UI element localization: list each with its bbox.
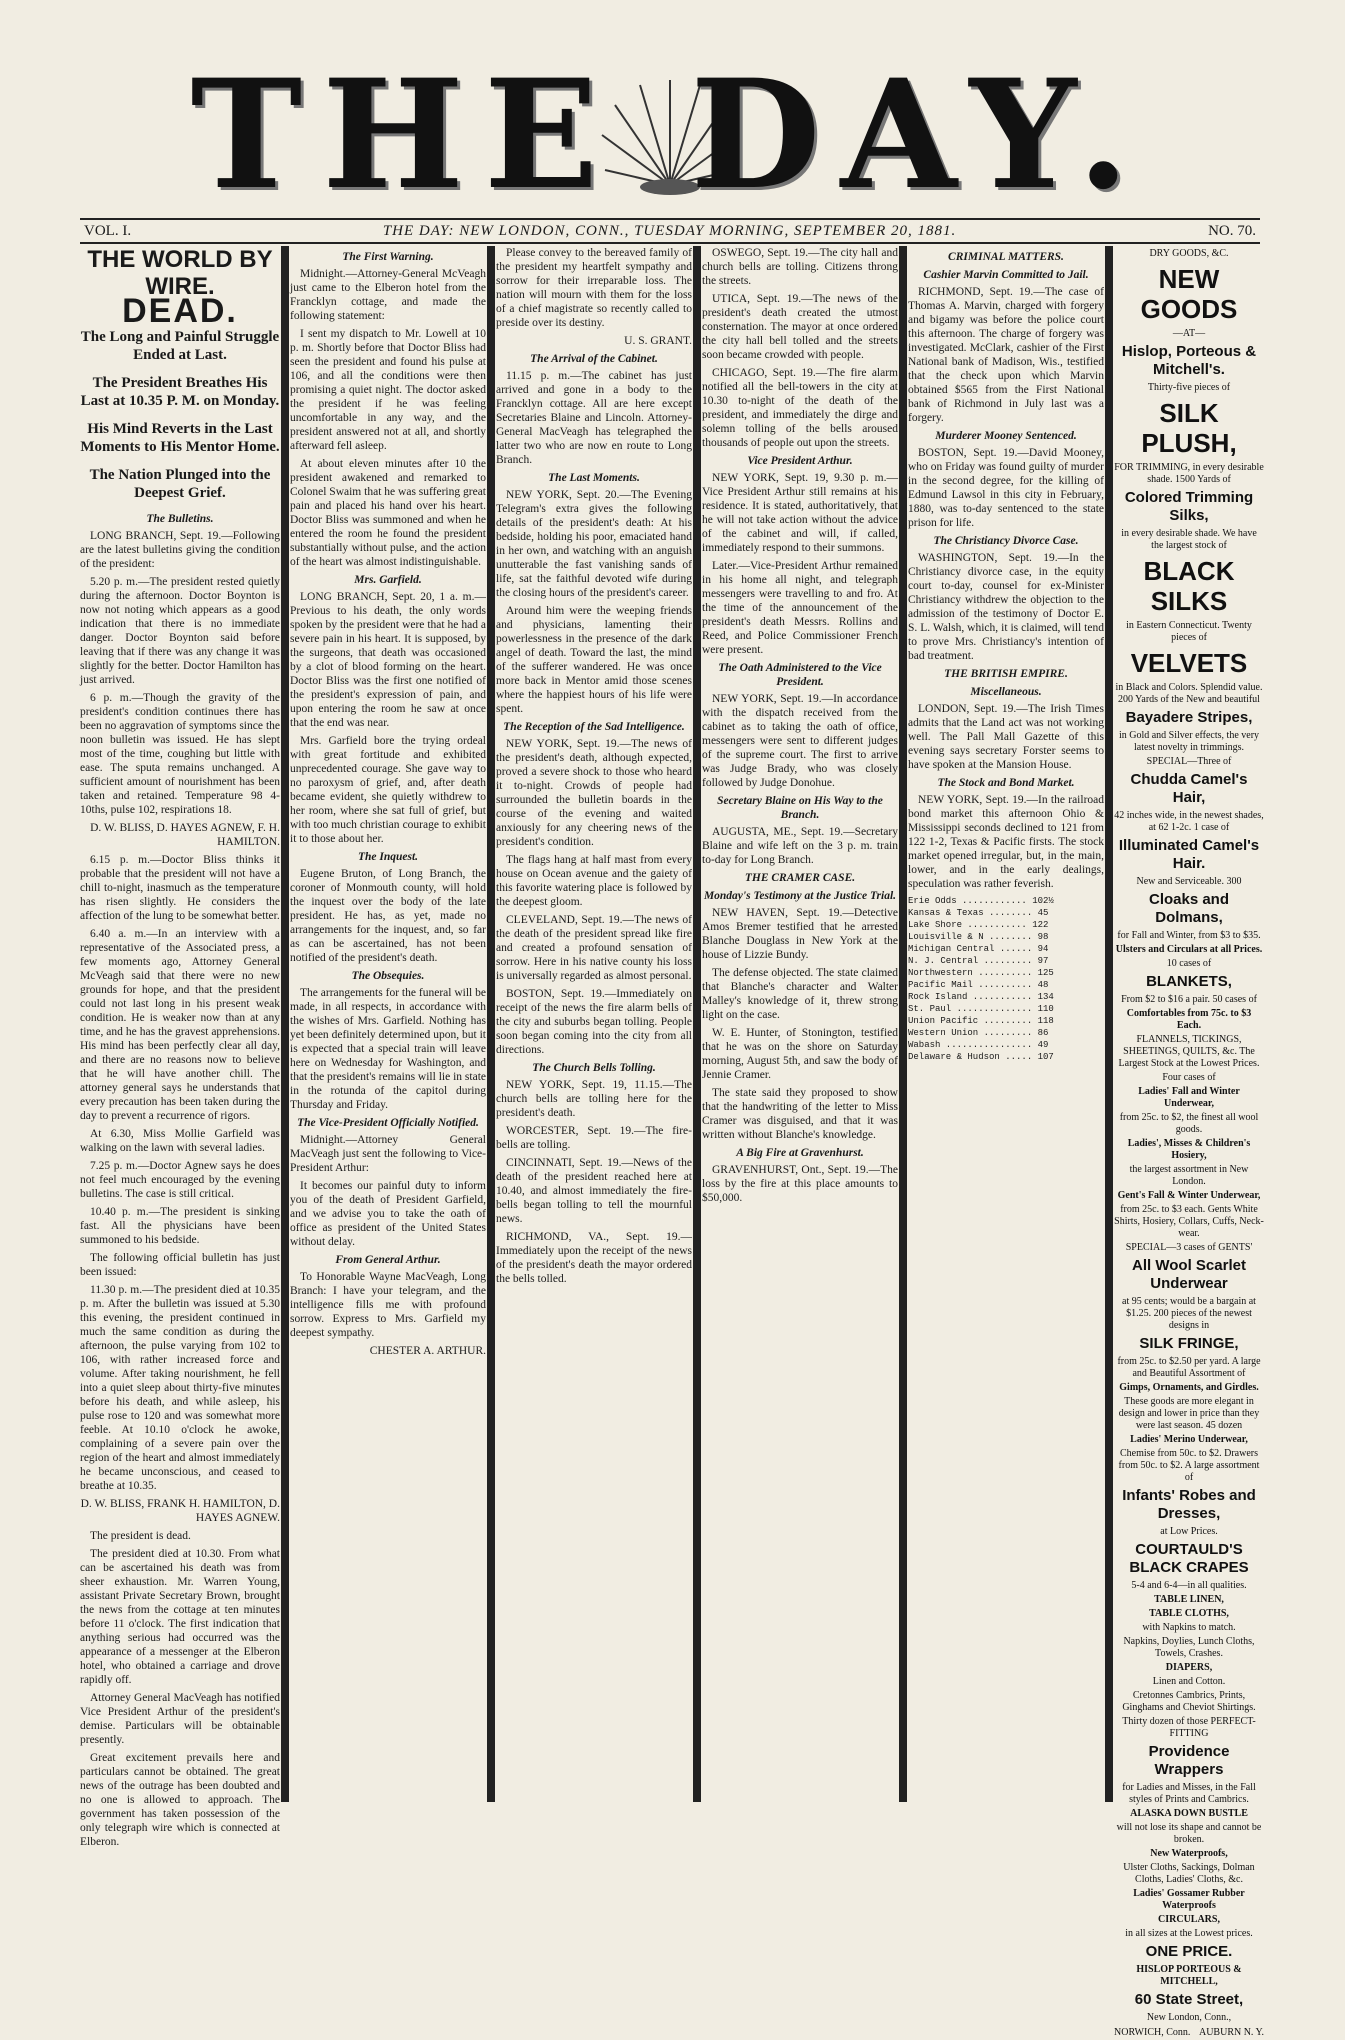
ad-footer-left: NORWICH, Conn. [1114,2027,1191,2038]
ad-line: Illuminated Camel's Hair. [1118,837,1260,872]
subhead: The Stock and Bond Market. [937,777,1075,789]
subhead: The Last Moments. [548,472,640,484]
column-rule [1105,246,1113,1802]
ad-line: Providence Wrappers [1148,1743,1230,1778]
paragraph: Attorney General MacVeagh has notified Vice President Arthur of the president's demise. Particulars will be obtainable presently. [80,1692,280,1746]
signature: D. W. BLISS, FRANK H. HAMILTON, D. HAYES AGNEW. [80,1498,280,1524]
paragraph: NEW YORK, Sept. 19.—The news of the president's death, although expected, proved a severe shock to those who heard it to-night. Crowds of people had surrounded the bulletin boards in the course of the evening and waited anxiously for any cheering news of the president's condition. [496,738,692,848]
column-rule [899,246,907,1802]
paragraph: Eugene Bruton, of Long Branch, the coroner of Monmouth county, will hold the inquest over the body of the late president. He has, as yet, made no arrangements for the inquest, and, so far as can be ascertained, has not been notified of the president's death. [290,868,486,964]
subhead: The Obsequies. [351,970,425,982]
subhead: Secretary Blaine on His Way to the Branch. [717,795,883,821]
ad-line: Ladies' Fall and Winter Underwear, [1138,1086,1240,1109]
subhead: Murderer Mooney Sentenced. [935,430,1077,442]
ad-footer-right: AUBURN N. Y. [1198,2027,1264,2038]
paragraph: W. E. Hunter, of Stonington, testified that he was on the shore on Saturday morning, August 5th, and saw the body of Jennie Cramer. [702,1027,898,1081]
ad-line: in every desirable shade. We have the largest stock of [1121,528,1257,551]
paragraph: The state said they proposed to show that the handwriting of the letter to Miss Cramer was disguised, and that it was written without Blanche's knowledge. [702,1087,898,1141]
paragraph: UTICA, Sept. 19.—The news of the president's death created the utmost consternation. The mayor at once ordered the city hall bell tolled and the streets soon became crowded with people. [702,293,898,361]
ad-line: at 95 cents; would be a bargain at $1.25. 200 pieces of the newest designs in [1122,1296,1256,1331]
ad-line: 10 cases of [1166,958,1212,969]
ad-line: DIAPERS, [1165,1662,1213,1673]
paragraph: At 6.30, Miss Mollie Garfield was walking on the lawn with several ladies. [80,1128,280,1154]
paragraph: Around him were the weeping friends and physicians, lamenting their powerlessness in the presence of the dark angel of death. Toward the last, the mind of the sufferer wandered. He was once more back in Mentor amid those scenes where the happiest hours of his life were spent. [496,605,692,715]
ad-line: All Wool Scarlet Underwear [1132,1257,1246,1292]
signature: U. S. GRANT. [624,335,692,347]
ad-line: from 25c. to $3 each. Gents White Shirts, Hosiery, Collars, Cuffs, Neck-wear. [1114,1204,1264,1239]
stock-row: St. Paul .............. 110 [908,1004,1054,1014]
column-rule [693,246,701,1802]
paragraph: Great excitement prevails here and particulars cannot be obtained. The great news of the outrage has been doubted and no one is allowed to approach. The government has taken possession of the only telegraph wire which is connected at Elberon. [80,1752,280,1848]
ad-line: —AT— [1172,328,1206,339]
ad-line: Ladies' Gossamer Rubber Waterproofs [1133,1888,1245,1911]
subhead: Cashier Marvin Committed to Jail. [923,269,1089,281]
paragraph: NEW YORK, Sept. 19, 11.15.—The church bells are tolling here for the president's death. [496,1079,692,1119]
paragraph: OSWEGO, Sept. 19.—The city hall and church bells are tolling. Citizens throng the streets. [702,247,898,287]
ad-line: Comfortables from 75c. to $3 Each. [1126,1008,1252,1031]
column-rule [487,246,495,1802]
paragraph: NEW HAVEN, Sept. 19.—Detective Amos Bremer testified that he arrested Blanche Douglass in New York at the house of Lizzie Bundy. [702,907,898,961]
ad-line: ONE PRICE. [1145,1943,1233,1960]
issue-number: NO. 70. [1208,222,1256,239]
stock-row: Western Union ......... 86 [908,1028,1049,1038]
column-4 [702,246,898,1802]
column-2 [290,246,486,1802]
ad-footer [1114,2026,1264,2040]
ad-line: SILK PLUSH, [1141,398,1237,458]
kicker-headline: THE WORLD BY WIRE. [87,246,273,300]
ad-line: with Napkins to match. [1142,1622,1236,1633]
ad-line: DRY GOODS, &C. [1149,248,1229,259]
paragraph: WASHINGTON, Sept. 19.—In the Christiancy divorce case, in the equity court to-day, counsel for ex-Minister Christiancy withdrew the objection to the admission of the testimony of Doctor E. S. L. Walsh, which, it is claimed, will tend to prove Mrs. Christiancy's intention of bad treatment. [908,552,1104,662]
masthead [80,20,1260,223]
ad-line: FLANNELS, TICKINGS, SHEETINGS, QUILTS, &c. The Largest Stock at the Lowest Prices. [1118,1034,1260,1069]
paragraph: 11.30 p. m.—The president died at 10.35 p. m. After the bulletin was issued at 5.30 this evening, the president continued in much the same condition as during the afternoon, the pulse varying from 102 to 106, with rather increased force and volume. After taking nourishment, he fell into a quiet sleep about thirty-five minutes before his death, and while asleep, his pulse rose to 120 and was somewhat more feeble. At 10.10 o'clock he awoke, complaining of a severe pain over the region of the heart and almost immediately he became unconscious, and ceased to breathe at 10.35. [80,1284,280,1492]
ad-line: in Eastern Connecticut. Twenty pieces of [1126,620,1252,643]
ad-line: will not lose its shape and cannot be broken. [1116,1822,1262,1845]
paragraph: GRAVENHURST, Ont., Sept. 19.—The loss by the fire at this place amounts to $50,000. [702,1164,898,1204]
paragraph: I sent my dispatch to Mr. Lowell at 10 p. m. Shortly before that Doctor Bliss had seen the president and found his pulse at 106, and all the conditions were then promising a quiet night. The doctor asked the president if he was feeling uncomfortable in any way, and the president answered not at all, and shortly afterward fell asleep. [290,328,486,452]
ad-line: from 25c. to $2.50 per yard. A large and Beautiful Assortment of [1117,1356,1261,1379]
ad-line: HISLOP PORTEOUS & MITCHELL, [1136,1964,1242,1987]
paragraph: 10.40 p. m.—The president is sinking fast. All the physicians have been summoned to his bedside. [80,1206,280,1246]
paragraph: The flags hang at half mast from every house on Ocean avenue and the gaiety of this favorite watering place is followed by the deepest gloom. [496,854,692,908]
ad-line: from 25c. to $2, the finest all wool goods. [1119,1112,1259,1135]
main-headline: DEAD. [122,292,238,330]
ad-line: CIRCULARS, [1158,1914,1220,1925]
paragraph: The president died at 10.30. From what can be ascertained his death was from sheer exhaustion. Mr. Warren Young, assistant Private Secretary Brown, brought the news from the cottage at ten minutes before 11 o'clock. The first indication that anything serious had occurred was the appearance of a messenger at the Elberon hotel, who obtained a carriage and drove rapidly off. [80,1548,280,1686]
ad-line: 42 inches wide, in the newest shades, at 62 1-2c. 1 case of [1114,810,1264,833]
paragraph: RICHMOND, Sept. 19.—The case of Thomas A. Marvin, charged with forgery and bigamy was before the police court this afternoon. The charge of forgery was investigated. McClark, cashier of the First National bank of Madison, Wis., testified that the check upon which Marvin obtained $565 from the First National bank of Richmond in July last was a forgery. [908,286,1104,424]
paragraph: 6.40 a. m.—In an interview with a representative of the Associated press, a few moments ago, Attorney General McVeagh said that there were no new grounds for hope, and that the president could not last long in his present weak condition. He is weaker now than at any time, and he has the gravest apprehensions. His mind has been perfectly clear all day, and there are no reasons now to believe that he will have another chill. The attorney general says he understands that every precaution has been taken during the day to prevent a recurrence of rigors. [80,928,280,1122]
paragraph: 11.15 p. m.—The cabinet has just arrived and gone in a body to the Francklyn cottage. All are here except Secretaries Blaine and Lincoln. Attorney-General MacVeagh has telegraphed the latter two who are now en route to Long Branch. [496,370,692,466]
ad-line: Infants' Robes and Dresses, [1122,1487,1256,1522]
ad-line: Thirty-five pieces of [1147,382,1231,393]
paragraph: BOSTON, Sept. 19.—David Mooney, who on Friday was found guilty of murder in the second degree, for the killing of Edmund Lawsol in this city in February, 1880, was to-day sentenced to the state prison for life. [908,447,1104,529]
paragraph: BOSTON, Sept. 19.—Immediately on receipt of the news the fire alarm bells of the city and suburbs began tolling. People soon began coming into the city from all directions. [496,988,692,1056]
paragraph: WORCESTER, Sept. 19.—The fire-bells are tolling. [496,1125,692,1151]
subhead: The Oath Administered to the Vice President. [718,662,882,688]
ad-line: SPECIAL—Three of [1146,756,1232,767]
stock-row: Rock Island ........... 134 [908,992,1054,1002]
ad-line: From $2 to $16 a pair. 50 cases of [1121,994,1257,1005]
ad-line: Colored Trimming Silks, [1124,489,1254,524]
stock-row: Delaware & Hudson ..... 107 [908,1052,1054,1062]
paragraph: The arrangements for the funeral will be made, in all respects, in accordance with the wishes of Mrs. Garfield. Nothing has yet been definitely determined upon, but it is expected that a special train will leave here on Wednesday for Washington, and that the president's remains will lie in state in the rotunda of the capitol during Thursday and Friday. [290,987,486,1111]
signature: D. W. BLISS, D. HAYES AGNEW, F. H. HAMILTON. [90,822,280,848]
column-3 [496,246,692,1802]
ad-line: Ulsters and Circulars at all Prices. [1115,944,1263,955]
stock-row: Pacific Mail .......... 48 [908,980,1049,990]
stock-row: Lake Shore ........... 122 [908,920,1049,930]
ad-line: Gent's Fall & Winter Underwear, [1117,1190,1261,1201]
subhead: A Big Fire at Gravenhurst. [736,1147,864,1159]
paragraph: LONG BRANCH, Sept. 19.—Following are the latest bulletins giving the condition of the president: [80,530,280,570]
volume-label: VOL. I. [84,222,132,239]
section-heading: THE CRAMER CASE. [744,872,856,884]
deck-1: The Long and Painful Struggle Ended at Last. [80,329,280,363]
ad-line: in Black and Colors. Splendid value. 200 Yards of the New and beautiful [1115,682,1263,705]
dateline: THE DAY: NEW LONDON, CONN., TUESDAY MORNING, SEPTEMBER 20, 1881. [382,222,957,239]
stock-row: Northwestern .......... 125 [908,968,1054,978]
ad-line: Cretonnes Cambrics, Prints, Ginghams and Cheviot Shirtings. [1122,1690,1256,1713]
ad-line: Chudda Camel's Hair, [1130,771,1248,806]
ad-line: Bayadere Stripes, [1125,709,1253,726]
stock-row: Union Pacific ......... 118 [908,1016,1054,1026]
paragraph: The defense objected. The state claimed that Blanche's character and Walter Malley's knowledge of it, threw strong light on the case. [702,967,898,1021]
ad-line: New London, Conn., [1146,2012,1232,2023]
stock-row: Louisville & N ........ 98 [908,932,1049,942]
ad-line: SILK FRINGE, [1139,1335,1239,1352]
paragraph: AUGUSTA, ME., Sept. 19.—Secretary Blaine and wife left on the 3 p. m. train to-day for Long Branch. [702,826,898,866]
subhead: The Inquest. [357,851,419,863]
paragraph: Midnight.—Attorney-General McVeagh just came to the Elberon hotel from the Francklyn cottage, and made the following statement: [290,268,486,322]
deck-3: His Mind Reverts in the Last Moments to His Mentor Home. [80,421,280,455]
section-heading: THE BRITISH EMPIRE. [944,668,1068,680]
paragraph: Please convey to the bereaved family of the president my heartfelt sympathy and sorrow for their irreparable loss. The nation will mourn with them for the loss of a chief magistrate so recently called to preside over its destiny. [496,247,692,329]
paragraph: 5.20 p. m.—The president rested quietly during the afternoon. Doctor Boynton is now not noting which appears as a good indication that there is no immediate danger. Doctor Boynton said before leaving that if there was any change it was slightly for the better. Doctor Hamilton has just arrived. [80,576,280,686]
stock-row: Michigan Central ...... 94 [908,944,1049,954]
ad-line: ALASKA DOWN BUSTLE [1130,1808,1248,1819]
stock-row: Erie Odds ............ 102½ [908,896,1054,906]
ad-line: Four cases of [1162,1072,1216,1083]
paragraph: RICHMOND, VA., Sept. 19.—Immediately upon the receipt of the news of the president's death the mayor ordered the bells tolled. [496,1231,692,1285]
ad-line: These goods are more elegant in design and lower in price than they were last season. 45 dozen [1118,1396,1260,1431]
ad-line: COURTAULD'S BLACK CRAPES [1129,1541,1249,1576]
ad-line: Chemise from 50c. to $2. Drawers from 50c. to $2. A large assortment of [1118,1448,1260,1483]
ad-line: for Ladies and Misses, in the Fall styles of Prints and Cambrics. [1122,1782,1256,1805]
stock-table [908,895,1104,1063]
ad-line: New and Serviceable. 300 [1136,876,1242,887]
columns [80,246,1264,2038]
ad-line: SPECIAL—3 cases of GENTS' [1125,1242,1253,1253]
paragraph: Later.—Vice-President Arthur remained in his home all night, and telegraph messengers were travelling to and fro. At the time of the announcement of the president's death Messrs. Rollins and Reed, and Police Commissioner French were present. [702,560,898,656]
paragraph: NEW YORK, Sept. 19, 9.30 p. m.—Vice President Arthur still remains at his residence. It is stated, authoritatively, that he will not take action without the advice of the cabinet and will, if called, immediately respond to their summons. [702,472,898,554]
paragraph: It becomes our painful duty to inform you of the death of President Garfield, and we advise you to take the oath of office as president of the United States without delay. [290,1180,486,1248]
paragraph: NEW YORK, Sept. 19.—In the railroad bond market this afternoon Ohio & Mississippi seconds declined to 121 from 122 1-2, Texas & Pacific firsts. The stock market opened irregular, but, in the main, lower, and in the early dealings, speculation was rather feverish. [908,794,1104,890]
paragraph: CINCINNATI, Sept. 19.—News of the death of the president reached here at 10.40, and almost immediately the fire-bells began tolling to tell the mournful news. [496,1157,692,1225]
ad-line: BLANKETS, [1146,973,1232,990]
ad-line: Napkins, Doylies, Lunch Cloths, Towels, Crashes. [1123,1636,1255,1659]
column-1 [80,246,280,1848]
ad-line: FOR TRIMMING, in every desirable shade. 1500 Yards of [1114,462,1264,485]
paragraph: CLEVELAND, Sept. 19.—The news of the death of the president spread like fire and created a profound sensation of sorrow. Here in his native county his loss is universally regarded as almost personal. [496,914,692,982]
stock-row: Wabash ................ 49 [908,1040,1049,1050]
ad-line: TABLE CLOTHS, [1149,1608,1229,1619]
ad-line: Ladies' Merino Underwear, [1130,1434,1248,1445]
paragraph: 6.15 p. m.—Doctor Bliss thinks it probable that the president will not have a chill to-night, inasmuch as the temperature has risen slightly. He considers the affection of the lung to be somewhat better. [80,854,280,922]
ad-line: Cloaks and Dolmans, [1148,891,1230,926]
subhead: The Reception of the Sad Intelligence. [503,721,685,733]
subhead: Miscellaneous. [970,686,1042,698]
paragraph: 6 p. m.—Though the gravity of the president's condition continues there has been no aggravation of symptoms since the noon bulletin was issued. He has slept most of the time, coughing but little with ease. The sputa remains unchanged. A sufficient amount of nourishment has been taken and retained. Temperature 98 4-10ths, pulse 102, respirations 18. [80,692,280,816]
ad-line: for Fall and Winter, from $3 to $35. [1117,930,1261,941]
paragraph: NEW YORK, Sept. 20.—The Evening Telegram's extra gives the following details of the president's death: At his bedside, holding his poor, emaciated hand in her own, and watching with an anguish unutterable the fast vanishing sands of life, sat the faithful devoted wife during the closing hours of the president's career. [496,489,692,599]
subhead: The Vice-President Officially Notified. [297,1117,479,1129]
ad-line: TABLE LINEN, [1154,1594,1224,1605]
subhead: From General Arthur. [335,1254,441,1266]
ad-line: in Gold and Silver effects, the very latest novelty in trimmings. [1118,730,1260,753]
subhead: Monday's Testimony at the Justice Trial. [703,890,897,902]
ad-line: NEW GOODS [1140,264,1238,324]
ad-line: Thirty dozen of those PERFECT-FITTING [1122,1716,1256,1739]
ad-line: BLACK SILKS [1143,556,1235,616]
column-rule [281,246,289,1802]
column-5 [908,246,1104,1802]
stock-row: N. J. Central ......... 97 [908,956,1049,966]
paragraph: At about eleven minutes after 10 the president awakened and remarked to Colonel Swaim that he was suffering great pain and placed his hand over his heart. Doctor Bliss was summoned and when he entered the room he found the president substantially without pulse, and the action of the heart was almost indistinguishable. [290,458,486,568]
deck-2: The President Breathes His Last at 10.35 P. M. on Monday. [80,375,280,409]
paragraph: CHICAGO, Sept. 19.—The fire alarm notified all the bell-towers in the city at 10.30 to-night of the death of the president, and immediately the dirge and solemn tolling of the bells aroused thousands of people out upon the streets. [702,367,898,449]
subhead: The Church Bells Tolling. [532,1062,656,1074]
paragraph: NEW YORK, Sept. 19.—In accordance with the dispatch received from the cabinet as to taking the oath of office, messengers were sent to different judges of the supreme court. The first to arrive was Judge Brady, who was closely followed by Judge Donohue. [702,693,898,789]
ad-line: 5-4 and 6-4—in all qualities. [1131,1580,1247,1591]
ad-line: VELVETS [1130,648,1248,678]
signature: CHESTER A. ARTHUR. [369,1345,486,1357]
masthead-title: THE DAY. [190,47,1150,223]
paragraph: Mrs. Garfield bore the trying ordeal with great fortitude and exhibited unprecedented courage. She gave way to no paroxysm of grief, and, after death became evident, she quietly withdrew to her room, where she sat full of grief, but with too much christian courage to exhibit it to those about her. [290,735,486,845]
paragraph: 7.25 p. m.—Doctor Agnew says he does not feel much encouraged by the evening bulletins. The case is still critical. [80,1160,280,1200]
ad-line: the largest assortment in New London. [1129,1164,1249,1187]
ad-line: Ulster Cloths, Sackings, Dolman Cloths, Ladies' Cloths, &c. [1123,1862,1255,1885]
ad-line: 60 State Street, [1134,1991,1244,2008]
paragraph: The president is dead. [90,1530,191,1542]
deck-4: The Nation Plunged into the Deepest Grief. [89,467,271,501]
ad-line: in all sizes at the Lowest prices. [1125,1928,1253,1939]
paragraph: To Honorable Wayne MacVeagh, Long Branch: I have your telegram, and the intelligence fills me with profound sorrow. Express to Mrs. Garfield my deepest sympathy. [290,1271,486,1339]
subhead: The First Warning. [342,251,434,263]
subhead: The Christiancy Divorce Case. [933,535,1079,547]
ad-line: Hislop, Porteous & Mitchell's. [1121,343,1257,378]
ad-line: Linen and Cotton. [1152,1676,1226,1687]
folio-line [80,218,1260,244]
paragraph: LONDON, Sept. 19.—The Irish Times admits that the Land act was not working well. The Pall Mall Gazette of this evening says secretary Forster seems to have spoken at the Mansion House. [908,703,1104,771]
ad-line: Gimps, Ornaments, and Girdles. [1119,1382,1259,1393]
ad-line: at Low Prices. [1160,1526,1218,1537]
advertisement-column [1114,246,1264,2038]
subhead: Mrs. Garfield. [354,574,422,586]
ad-line: New Waterproofs, [1150,1848,1228,1859]
stock-row: Kansas & Texas ........ 45 [908,908,1049,918]
subhead: The Bulletins. [146,513,214,525]
subhead: The Arrival of the Cabinet. [530,353,658,365]
paragraph: Midnight.—Attorney General MacVeagh just sent the following to Vice-President Arthur: [290,1134,486,1174]
subhead: Vice President Arthur. [747,455,853,467]
ad-line: Ladies', Misses & Children's Hosiery, [1127,1138,1251,1161]
paragraph: The following official bulletin has just been issued: [80,1252,280,1278]
paragraph: LONG BRANCH, Sept. 20, 1 a. m.—Previous to his death, the only words spoken by the president were that he had a severe pain in his heart. It is supposed, by the surgeons, that death was occasioned by a clot of blood forming on the heart. Doctor Bliss was the first one notified of the president's expression of pain, and upon entering the room he saw at once that the end was near. [290,591,486,729]
section-heading: CRIMINAL MATTERS. [948,251,1064,263]
